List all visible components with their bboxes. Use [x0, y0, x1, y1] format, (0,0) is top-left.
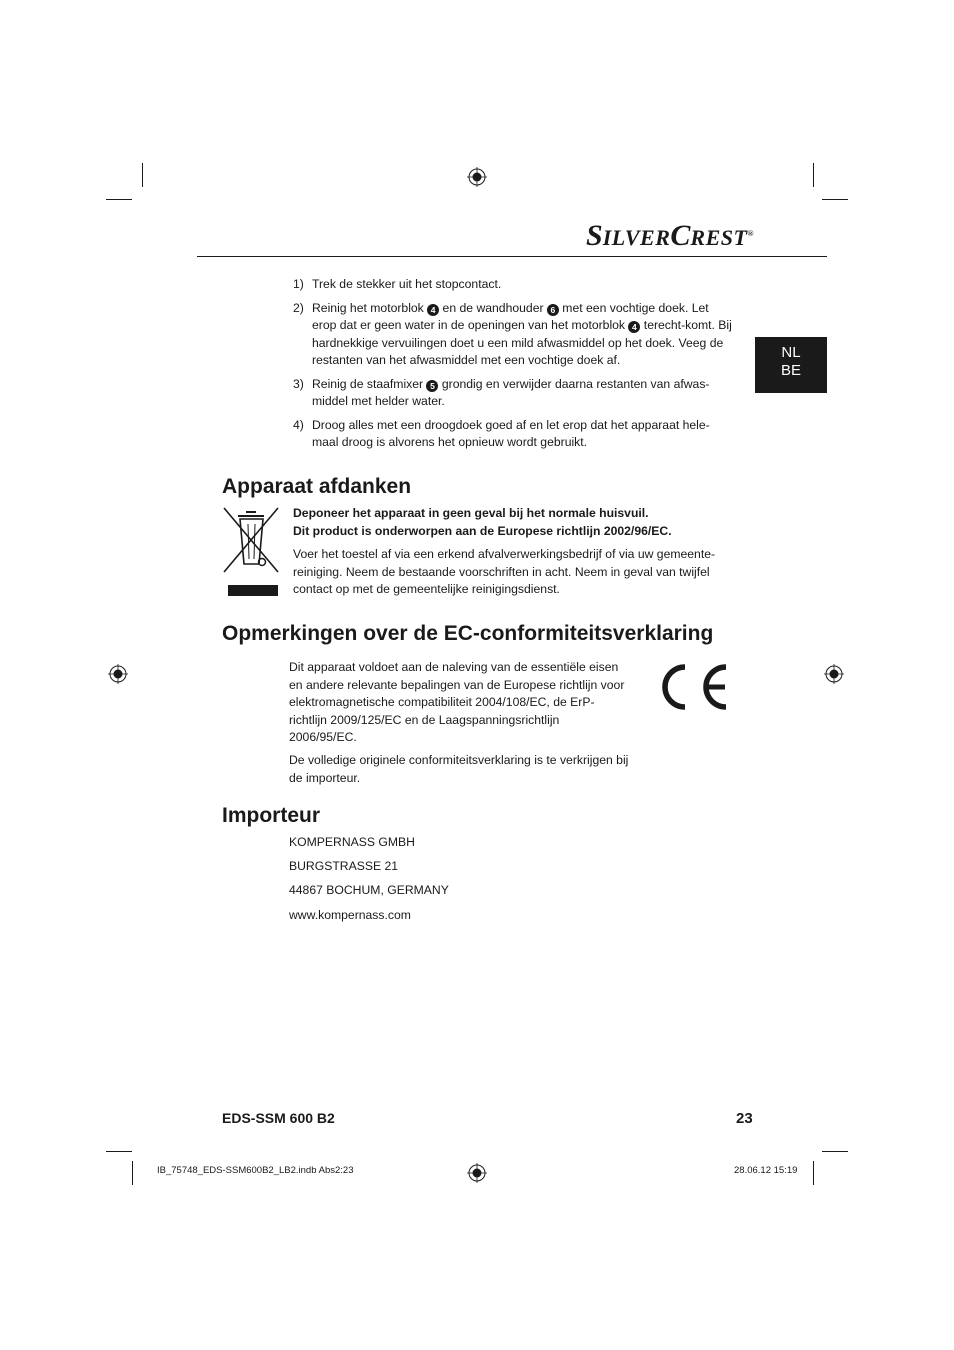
registration-mark-icon	[467, 1163, 487, 1183]
registration-mark-icon	[824, 664, 844, 684]
list-item: 1) Trek de stekker uit het stopcontact.	[293, 277, 502, 291]
part-number-badge: 4	[427, 304, 439, 316]
list-item: 3) Reinig de staafmixer 5 grondig en verwijder daarna restanten van afwas-middel met helder water.	[293, 376, 710, 408]
language-code-be: BE	[780, 362, 801, 379]
ce-mark-icon	[657, 662, 729, 712]
crop-mark	[813, 1161, 814, 1185]
print-slug-file: IB_75748_EDS-SSM600B2_LB2.indb Abs2:23	[157, 1165, 354, 1176]
list-item: 4) Droog alles met een droogdoek goed af en let erop dat het apparaat hele-maal droog is alvorens het opnieuw wordt gebruikt.	[293, 417, 710, 449]
registration-mark-icon	[108, 664, 128, 684]
crop-mark	[822, 199, 848, 200]
header-rule	[197, 256, 827, 257]
section-heading-disposal: Apparaat afdanken	[222, 475, 412, 498]
importer-street: BURGSTRASSE 21	[289, 859, 399, 873]
disposal-warning: Deponeer het apparaat in geen geval bij het normale huisvuil. Dit product is onderworpen aan de Europese richtlijn 2002/96/EC.	[293, 506, 672, 538]
page-number: 23	[736, 1110, 753, 1127]
part-number-badge: 4	[628, 321, 640, 333]
weee-bar	[228, 585, 278, 596]
brand-logo: SILVERCREST®	[586, 219, 754, 252]
crop-mark	[822, 1151, 848, 1152]
part-number-badge: 5	[426, 380, 438, 392]
weee-bin-icon	[220, 506, 282, 576]
importer-company: KOMPERNASS GMBH	[289, 835, 415, 849]
section-heading-conformity: Opmerkingen over de EC-conformiteitsverklaring	[222, 622, 714, 645]
crop-mark	[132, 1161, 133, 1185]
part-number-badge: 6	[547, 304, 559, 316]
language-tab	[755, 337, 827, 393]
crop-mark	[106, 1151, 132, 1152]
model-number: EDS-SSM 600 B2	[222, 1110, 335, 1126]
section-heading-importer: Importeur	[222, 804, 321, 827]
registration-mark-icon	[467, 167, 487, 187]
crop-mark	[813, 163, 814, 187]
importer-website: www.kompernass.com	[289, 908, 411, 922]
conformity-note: De volledige originele conformiteitsverklaring is te verkrijgen bij de importeur.	[289, 753, 629, 785]
crop-mark	[106, 199, 132, 200]
list-item: 2) Reinig het motorblok 4 en de wandhouder 6 met een vochtige doek. Let erop dat er geen water in de openingen van het motorblok 4 terecht-komt. Bij hardnekkige vervuilingen doet u een mild afwasmiddel op het doek. Veeg de restanten van het afwasmiddel met een vochtige doek af.	[293, 300, 732, 367]
crop-mark	[142, 163, 143, 187]
disposal-body: Voer het toestel af via een erkend afvalverwerkingsbedrijf of via uw gemeente-reiniging. Neem de bestaande voorschriften in acht. Neem in geval van twijfel contact op met de gemeentelijke reinigingsdienst.	[293, 547, 716, 596]
importer-city: 44867 BOCHUM, GERMANY	[289, 883, 449, 897]
cleaning-steps-list	[293, 276, 733, 458]
conformity-body: Dit apparaat voldoet aan de naleving van de essentiële eisen en andere relevante bepalingen van de Europese richtlijn voor elektromagnetische compatibiliteit 2004/108/EC, de ErP-richtlijn 2009/125/EC en de Laagspanningsrichtlijn 2006/95/EC.	[289, 660, 625, 744]
language-code-nl: NL	[781, 344, 801, 361]
print-slug-date: 28.06.12 15:19	[734, 1165, 798, 1176]
